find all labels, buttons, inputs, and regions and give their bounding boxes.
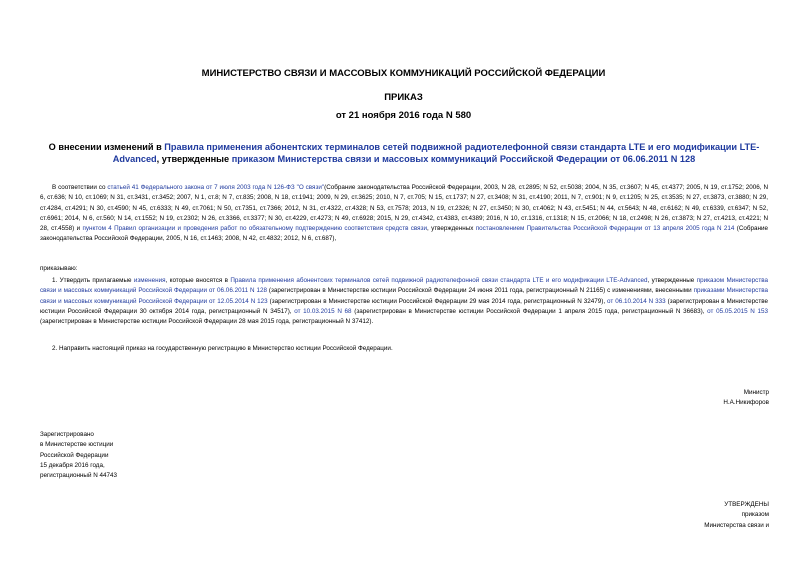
item1-text-4: (зарегистрирован в Министерстве юстиции Российской Федерации 24 июня 2011 года, регистрационный N 21165) с изменениями, внесенными (266, 287, 694, 295)
order-123-link[interactable]: приказами Министерства связи и массовых коммуникаций Российской Федерации от 12.05.2014 N 123 (40, 287, 768, 305)
approved-line-1: УТВЕРЖДЕНЫ (724, 501, 769, 508)
document-title (42, 141, 766, 165)
preamble-text-2: (Собрание законодательства Российской Федерации, 2003, N 28, ст.2895; N 52, ст.5038; 2004, N 35, ст.3607; N 45, ст.4377; 2005, N 19, ст.1752; 2006, N 6, ст.636; N 10, ст.1069; N 31, ст.3431, ст.3452; 2007, N 1, ст.8; N 7, ст.835; 2008, N 18, ст.1941; 2009, N 29, ст.3625; 2010, N 7, ст.705; N 15, ст.1737; N 27, ст.3408; N 31, ст.4190; 2011, N 7, ст.901; N 9, ст.1205; N 25, ст.3535; N 27, ст.3873, ст.3880; N 29, ст.4284, ст.4291; N 30, ст.4590; N 45, ст.6333; N 49, ст.7061; N 50, ст.7351, ст.7366; 2012, N 31, ст.4322, ст.4328; N 53, ст.7578; 2013, N 19, ст.2326; N 27, ст.3450; N 30, ст.4062; N 43, ст.5451; N 44, ст.5643; N 48, ст.6162; N 49, ст.6339, ст.6347; N 52, ст.6961; 2014, N 6, ст.560; N 14, ст.1552; N 19, ст.2302; N 26, ст.3366, ст.3377; N 30, ст.4229, ст.4273; N 49, ст.6928; 2015, N 29, ст.4342, ст.4383, ст.4389; 2016, N 10, ст.1316, ст.1318; N 15, ст.2066; N 18, ст.2498; N 26, ст.3873; N 27, ст.4213, ст.4221; N 28, ст.4558) и (40, 184, 768, 233)
title-rules-link[interactable]: Правила применения абонентских терминалов сетей подвижной радиотелефонной связи стандарта LTE и его модификации LTE-Advanced (112, 142, 760, 164)
government-decree-link[interactable]: постановлением Правительства Российской Федерации от 13 апреля 2005 года N 214 (475, 225, 735, 233)
approved-line-3: Министерства связи и (704, 521, 769, 529)
registration-block (40, 430, 117, 481)
document-date-number: от 21 ноября 2016 года N 580 (335, 110, 472, 121)
item1-text-3: , утвержденные (647, 277, 697, 284)
item-1-paragraph (40, 276, 768, 327)
item1-order-128-link[interactable]: приказом Министерства связи и массовых коммуникаций Российской Федерации от 06.06.2011 N 128 (40, 277, 768, 295)
approved-block (704, 500, 769, 531)
signature-name: Н.А.Никифоров (723, 399, 769, 407)
signature-block (723, 388, 769, 409)
law-article-link[interactable]: статьей 41 Федерального закона от 7 июля 2003 года N 126-ФЗ "О связи" (107, 184, 325, 191)
title-mid: , утвержденные (156, 154, 232, 164)
item-2-paragraph: 2. Направить настоящий приказ на государственную регистрацию в Министерство юстиции Российской Федерации. (52, 345, 393, 352)
registration-line-5: регистрационный N 44743 (40, 472, 118, 480)
order-68-link[interactable]: от 10.03.2015 N 68 (294, 307, 352, 315)
item1-rules-link[interactable]: Правила применения абонентских терминалов сетей подвижной радиотелефонной связи стандарта LTE и его модификации LTE-Advanced (230, 277, 648, 284)
preamble-paragraph (40, 183, 768, 245)
registration-line-3: Российской Федерации (40, 451, 109, 459)
ministry-heading: МИНИСТЕРСТВО СВЯЗИ И МАССОВЫХ КОММУНИКАЦИЙ РОССИЙСКОЙ ФЕДЕРАЦИИ (201, 68, 606, 79)
registration-line-4: 15 декабря 2016 года, (40, 461, 105, 469)
changes-link[interactable]: изменения (133, 277, 166, 284)
item1-text-7: (зарегистрирован в Министерстве юстиции Российской Федерации 1 апреля 2015 года, регистрационный N 36683), (351, 307, 708, 315)
document-type: ПРИКАЗ (384, 92, 423, 103)
registration-line-2: в Министерстве юстиции (40, 441, 114, 449)
item1-text-1: 1. Утвердить прилагаемые (52, 277, 134, 284)
registration-line-1: Зарегистрировано (40, 431, 94, 438)
order-333-link[interactable]: от 06.10.2014 N 333 (607, 297, 666, 305)
approved-line-2: приказом (741, 511, 769, 519)
order-153-link[interactable]: от 05.05.2015 N 153 (707, 307, 768, 315)
item1-text-8: (зарегистрирован в Министерстве юстиции Российской Федерации 28 мая 2015 года, регистрационный N 37412). (40, 318, 374, 326)
signature-position: Министр (743, 389, 769, 396)
order-word: приказываю: (40, 265, 78, 272)
item1-text-5: (зарегистрирован в Министерстве юстиции Российской Федерации 29 мая 2014 года, регистрационный N 32479), (267, 297, 608, 305)
preamble-text-3: , утвержденных (427, 225, 476, 233)
item1-text-2: , которые вносятся в (165, 277, 231, 284)
preamble-text-4: (Собрание законодательства Российской Федерации, 2005, N 16, ст.1463; 2008, N 42, ст.4832; 2012, N 6, ст.687), (40, 225, 768, 243)
title-order-link[interactable]: приказом Министерства связи и массовых коммуникаций Российской Федерации от 06.06.2011 N 128 (231, 154, 696, 164)
title-prefix: О внесении изменений в (48, 142, 165, 152)
rules-point-link[interactable]: пунктом 4 Правил организации и проведения работ по обязательному подтверждению соответствия средств связи (82, 225, 427, 233)
preamble-text-1: В соответствии со (52, 184, 108, 191)
item1-text-6: (зарегистрирован в Министерстве юстиции Российской Федерации 30 октября 2014 года, регистрационный N 34517), (40, 297, 768, 315)
